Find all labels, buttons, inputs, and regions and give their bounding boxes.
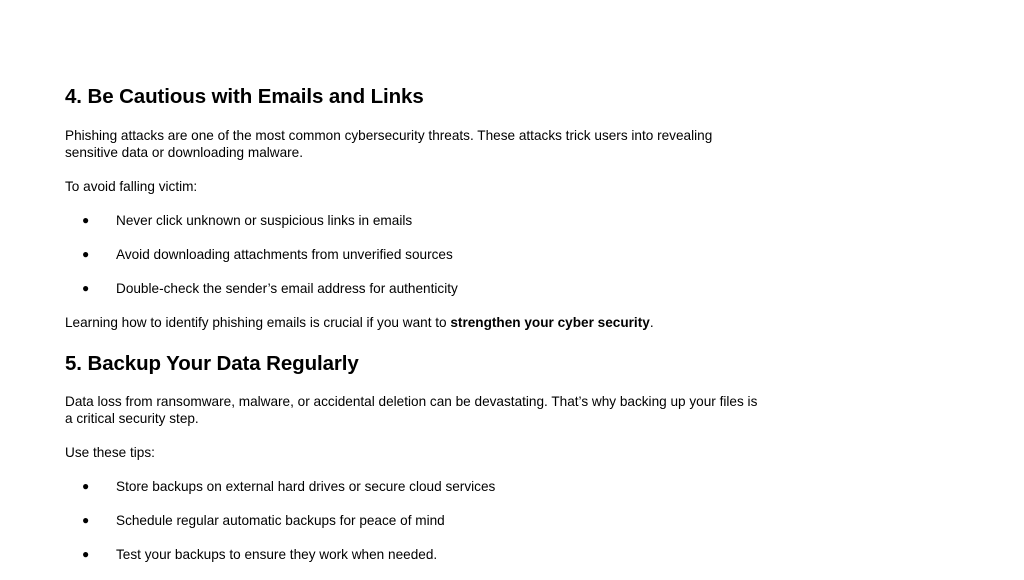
closing-period: . [649,315,654,330]
list-item-text: Avoid downloading attachments from unverified sources [116,247,453,262]
section-intro-paragraph: Data loss from ransomware, malware, or accidental deletion can be devastating. That’s why backing up your files is a critical security step. [65,394,758,426]
emphasis-text: strengthen your cyber security [450,315,650,330]
bullet-icon: ● [82,281,90,295]
list-item-text: Never click unknown or suspicious links in emails [116,213,413,228]
list-item [65,546,765,563]
list-item [65,246,765,263]
list-item-text: Schedule regular automatic backups for peace of mind [116,513,445,528]
bullet-icon: ● [82,247,90,261]
list-item-text: Test your backups to ensure they work when needed. [116,547,438,562]
list-item [65,512,765,529]
list-lead-text: To avoid falling victim: [65,179,198,194]
list-lead-text: Use these tips: [65,445,155,460]
list-item [65,478,765,495]
bullet-icon: ● [82,479,90,493]
list-item-text: Double-check the sender’s email address for authenticity [116,281,458,296]
list-item-text: Store backups on external hard drives or secure cloud services [116,479,496,494]
list-item [65,212,765,229]
section-intro-paragraph: Phishing attacks are one of the most common cybersecurity threats. These attacks trick users into revealing sensitive data or downloading malware. [65,128,713,160]
bullet-icon: ● [82,213,90,227]
closing-text: Learning how to identify phishing emails is crucial if you want to [65,315,451,330]
section-heading-backup: 5. Backup Your Data Regularly [65,352,359,375]
section-heading-email-caution: 4. Be Cautious with Emails and Links [65,85,424,108]
bullet-icon: ● [82,547,90,561]
bullet-icon: ● [82,513,90,527]
backup-tips-list [65,478,765,563]
email-safety-list [65,212,765,297]
closing-paragraph [65,314,765,331]
document-page [65,84,765,580]
list-item [65,280,765,297]
